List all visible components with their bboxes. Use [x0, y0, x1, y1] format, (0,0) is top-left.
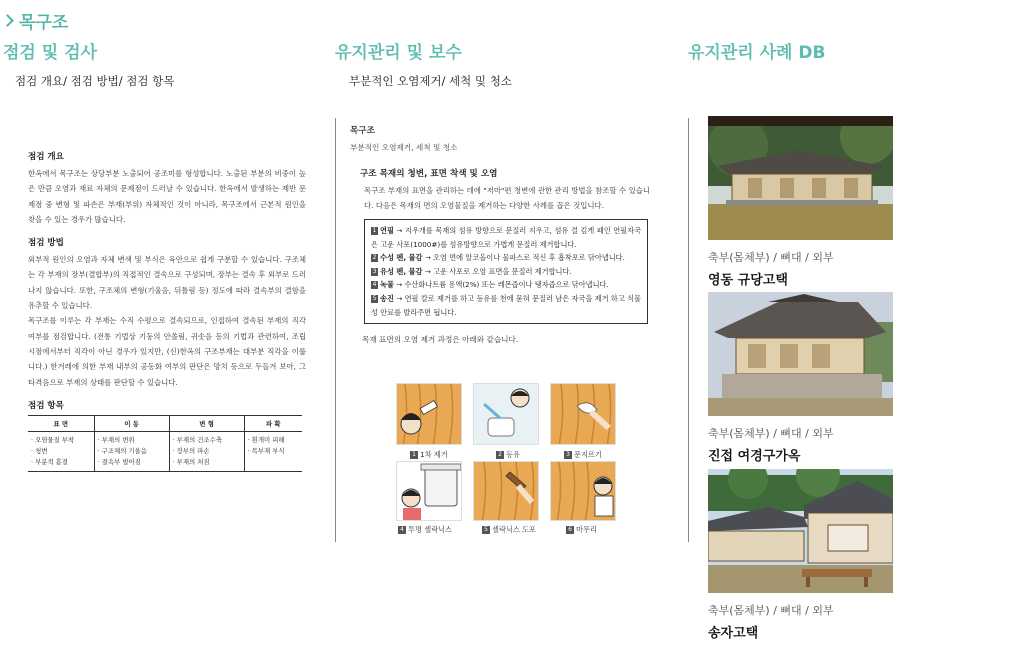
- step-caption: [566, 525, 597, 535]
- method-text-2: 목구조를 이루는 각 부재는 수직 수평으로 결속되므로, 인접하여 결속된 부재의 직각 여부를 점검합니다. (전통 기법상 기둥의 안쏠림, 귀솟음 등의 기법과 관련하여, 조립 시점에서부터 직각이 아닌 경우가 있지만, (신)한옥의 구조부재는 대부분 직각을 이룹니다.) 한겨레에 의한 부재 내부의 공동화 여부의 판단은 망치 등으로 두들겨 보아, 그 타격음으로 부재의 상태를 판단할 수 있습니다.: [28, 316, 306, 387]
- item-text: → 오염 면에 알코올이나 물파스로 적신 후 흡착포로 닦아냅니다.: [422, 253, 625, 263]
- divider-line: [335, 118, 336, 542]
- list-item: [371, 265, 641, 279]
- maintenance-document: [350, 124, 650, 345]
- table-cell: · 부재의 변위 · 구조체의 기울음 · 결속부 벌어짐: [94, 431, 169, 471]
- step-caption: [564, 450, 602, 460]
- step-label: 등유: [506, 450, 520, 459]
- step-number: 1: [410, 451, 418, 459]
- step-caption: [398, 525, 452, 535]
- step-caption: [410, 450, 448, 460]
- items-heading: 점검 항목: [28, 400, 64, 411]
- step-label: 셸락닉스 도포: [492, 525, 536, 534]
- step-label: 마무리: [576, 525, 597, 534]
- process-intro: 목재 표면의 오염 제거 과정은 아래와 같습니다.: [362, 335, 519, 345]
- case-name[interactable]: 영동 규당고택: [708, 273, 788, 288]
- step-2-image: [473, 383, 539, 445]
- case-card[interactable]: [708, 292, 894, 464]
- method-text-1: 외부적 원인의 오염과 자체 변색 및 부식은 육안으로 쉽게 구분할 수 있습니다. 구조체는 각 부재의 장부(결합부)의 직접적인 결속으로 구성되며, 장부는 결속 후 외부로 드러나지 않습니다. 또한, 구조체의 변형(기울음, 뒤틀림 등) 정도에 따라 결속부의 결함을 유추할 수 있습니다.: [28, 255, 306, 311]
- table-header: 이 동: [94, 415, 169, 431]
- step-number: 3: [372, 267, 377, 275]
- item-title: 수성 펜, 물감: [380, 253, 423, 263]
- table-cell: · 부재의 건조수축 · 장부의 파손 · 부재의 처짐: [169, 431, 244, 471]
- item-title: 송진: [380, 293, 394, 303]
- case-category: 축부(몸체부) / 뼈대 / 외부: [708, 251, 834, 264]
- step-number: 2: [372, 254, 377, 262]
- breadcrumb-label: 목구조: [19, 12, 69, 33]
- maintenance-title: 유지관리 및 보수: [335, 43, 462, 63]
- inspection-items-table: [28, 415, 302, 472]
- section-heading: 구조 목재의 청변, 표면 착색 및 오염: [360, 169, 498, 179]
- case-name[interactable]: 송자고택: [708, 626, 759, 641]
- case-card[interactable]: [708, 469, 894, 641]
- breadcrumb[interactable]: [2, 9, 68, 31]
- step-number: 6: [566, 526, 574, 534]
- list-item: [371, 278, 641, 292]
- step-number: 3: [564, 451, 572, 459]
- step-caption: [496, 450, 520, 460]
- step-number: 5: [372, 294, 377, 302]
- step-4-image: [396, 461, 462, 521]
- step-label: 문지르기: [574, 450, 602, 459]
- case-card[interactable]: [708, 116, 894, 288]
- inspection-subtitle: 점검 개요/ 점검 방법/ 점검 항목: [15, 74, 175, 88]
- step-number: 2: [496, 451, 504, 459]
- step-number: 1: [372, 227, 377, 234]
- case-name[interactable]: 진접 여경구가옥: [708, 449, 801, 464]
- step-1-image: [396, 383, 462, 445]
- table-row: [28, 431, 302, 471]
- step-number: 5: [482, 526, 490, 534]
- list-item: [371, 224, 641, 251]
- step-number: 4: [372, 281, 377, 289]
- step-label: 1차 제거: [420, 450, 448, 459]
- method-heading: 점검 방법: [28, 238, 64, 249]
- stain-removal-box: [364, 219, 648, 324]
- case-category: 축부(몸체부) / 뼈대 / 외부: [708, 427, 834, 440]
- table-header: 변 형: [169, 415, 244, 431]
- case-photo[interactable]: [708, 469, 893, 593]
- item-text: → 고운 사포로 오염 표면을 문질러 제거합니다.: [422, 266, 572, 276]
- table-header: 표 면: [28, 415, 94, 431]
- overview-text: 한옥에서 목구조는 상당부분 노출되어 공조미를 형성합니다. 노출된 부분의 비중이 높은 만큼 오염과 재료 자체의 문제점이 드러날 수 있습니다. 한옥에서 발생하는 제반 문제점 중 변형 및 파손은 부재(부위) 자체적인 것이 아니라, 목구조에서 근본적 원인을 찾을 수 있는 경우가 많습니다.: [28, 169, 306, 224]
- doc-subtitle: 부분적인 오염제거, 세척 및 청소: [350, 143, 458, 152]
- inspection-title: 점검 및 검사: [3, 43, 97, 63]
- section-intro: 목구조 부재의 표면을 관리하는 데에 "저마"편 청변에 관한 관리 방법을 참조할 수 있습니다. 다음은 목재의 면의 오염물질을 제거하는 다양한 사례를 꼽은 것입니다.: [364, 186, 650, 210]
- inspection-document: [28, 150, 306, 472]
- step-6-image: [550, 461, 616, 521]
- maintenance-subtitle: 부분적인 오염제거/ 세척 및 청소: [349, 74, 512, 88]
- table-cell: · 오염물질 부착 · 청변 · 부분적 흠결: [28, 431, 94, 471]
- step-5-image: [473, 461, 539, 521]
- process-illustrations: [396, 383, 616, 535]
- item-title: 녹물: [380, 280, 394, 290]
- divider-line: [688, 118, 689, 542]
- table-cell: · 흰개미 피해 · 목부재 부식: [244, 431, 302, 471]
- item-title: 유성 펜, 물감: [380, 266, 423, 276]
- list-item: [371, 292, 641, 319]
- case-photo[interactable]: [708, 116, 893, 240]
- step-3-image: [550, 383, 616, 445]
- table-header: 파 확: [244, 415, 302, 431]
- cases-title: 유지관리 사례 DB: [688, 43, 826, 63]
- case-category: 축부(몸체부) / 뼈대 / 외부: [708, 604, 834, 617]
- overview-heading: 점검 개요: [28, 152, 64, 162]
- item-text: → 수산화나트륨 용액(2%) 또는 레몬즙이나 탱자즙으로 닦아냅니다.: [393, 280, 609, 290]
- item-title: 연필: [380, 226, 394, 235]
- step-caption: [482, 525, 536, 535]
- case-photo[interactable]: [708, 292, 893, 416]
- item-text: → 연필 칼로 제거를 하고 등유를 천에 묻혀 문질러 남은 자국을 제거 하고 식물성 안료를 발라주면 됩니다.: [371, 293, 641, 317]
- step-label: 투명 셸락닉스: [408, 525, 452, 534]
- step-number: 4: [398, 526, 406, 534]
- list-item: [371, 251, 641, 265]
- chevron-right-icon: [1, 14, 14, 27]
- doc-title: 목구조: [350, 126, 375, 136]
- item-text: → 지우개를 목재의 섬유 방향으로 문질러 지우고, 섬유 결 깊게 패인 연필자국은 고운 사포(1000#)를 섬유방향으로 가볍게 문질러 제거합니다.: [371, 226, 641, 249]
